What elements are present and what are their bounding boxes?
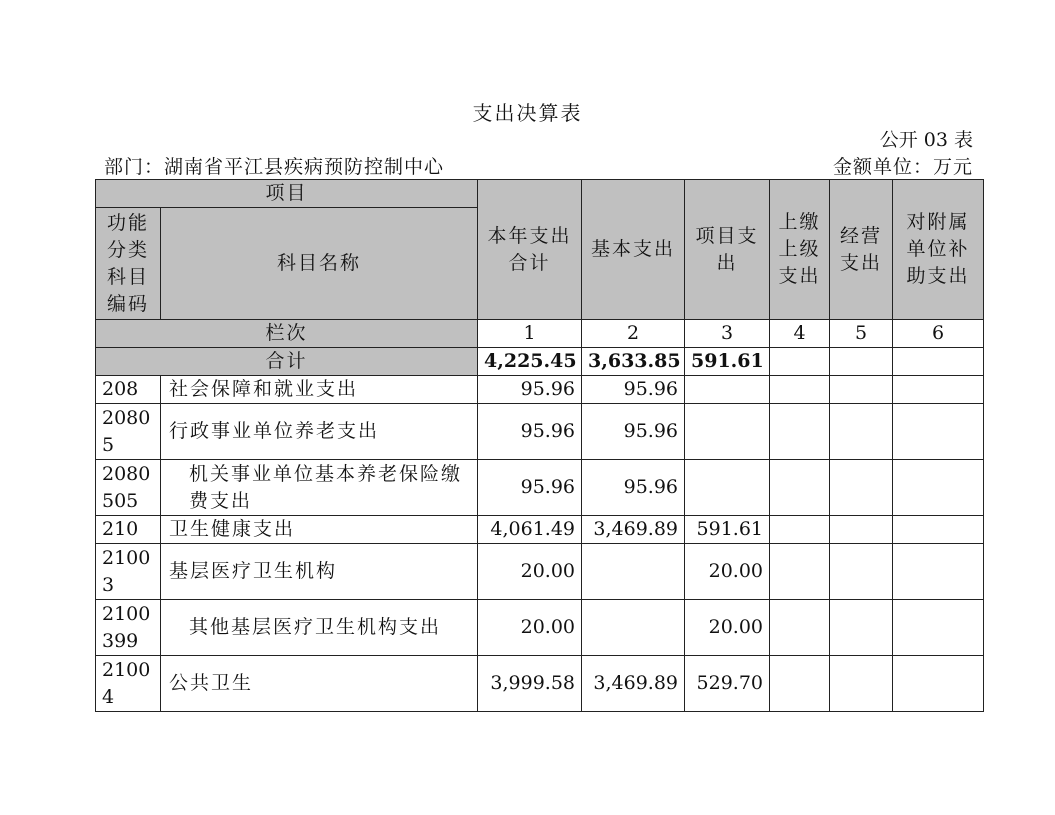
- amount-project: [685, 404, 770, 460]
- amount-business: [830, 376, 893, 404]
- amount-basic: [582, 600, 685, 656]
- col-number: 4: [770, 320, 830, 348]
- header-superior-line: 支出: [778, 265, 821, 287]
- func-code-line: 3: [102, 573, 115, 596]
- table-row: [96, 656, 984, 712]
- amount-total: 20.00: [478, 600, 582, 656]
- amount-subsidiary: [893, 460, 984, 516]
- func-code-line: 2080: [102, 462, 151, 485]
- table-row: [96, 544, 984, 600]
- func-code-cell: [96, 460, 161, 516]
- header-project-line: 项目支: [695, 224, 759, 247]
- total-superior: [770, 348, 830, 376]
- total-basic: 3,633.85: [582, 348, 685, 376]
- amount-basic: 3,469.89: [582, 656, 685, 712]
- func-code-cell: [96, 404, 161, 460]
- amount-superior: [770, 656, 830, 712]
- amount-superior: [770, 404, 830, 460]
- total-label: 合计: [96, 348, 478, 376]
- subject-name-cell: 公共卫生: [161, 656, 478, 712]
- subject-name-cell: 其他基层医疗卫生机构支出: [161, 600, 478, 656]
- amount-project: [685, 460, 770, 516]
- func-code-line: 2100: [102, 546, 151, 569]
- amount-basic: 95.96: [582, 404, 685, 460]
- func-code-line: 5: [102, 433, 115, 456]
- total-subsidiary: [893, 348, 984, 376]
- amount-subsidiary: [893, 376, 984, 404]
- total-amount: 4,225.45: [478, 348, 582, 376]
- header-subsidiary-line: 单位补: [906, 238, 970, 260]
- table-row: [96, 404, 984, 460]
- header-basic: 基本支出: [582, 180, 685, 320]
- func-code-cell: [96, 656, 161, 712]
- subject-name-cell: 基层医疗卫生机构: [161, 544, 478, 600]
- func-code-line: 2100: [102, 658, 151, 681]
- col-number: 5: [830, 320, 893, 348]
- expenditure-table: [95, 179, 984, 712]
- amount-basic: [582, 544, 685, 600]
- amount-total: 95.96: [478, 460, 582, 516]
- amount-total: 95.96: [478, 376, 582, 404]
- amount-project: 591.61: [685, 516, 770, 544]
- func-code-line: 2080: [102, 406, 151, 429]
- amount-project: [685, 376, 770, 404]
- subject-name-cell: 卫生健康支出: [161, 516, 478, 544]
- amount-project: 529.70: [685, 656, 770, 712]
- amount-superior: [770, 460, 830, 516]
- col-number: 6: [893, 320, 984, 348]
- header-subsidiary-line: 助支出: [906, 265, 970, 287]
- table-row: [96, 600, 984, 656]
- amount-superior: [770, 376, 830, 404]
- total-business: [830, 348, 893, 376]
- header-business-line: 经营: [840, 224, 883, 247]
- amount-business: [830, 600, 893, 656]
- table-row: [96, 516, 984, 544]
- amount-superior: [770, 544, 830, 600]
- func-code-cell: [96, 376, 161, 404]
- amount-business: [830, 460, 893, 516]
- total-row: [96, 348, 984, 376]
- header-func-code: [96, 208, 161, 320]
- header-superior-line: 上级: [778, 238, 821, 260]
- header-func-code-line: 功能: [106, 211, 149, 234]
- form-number: 公开 03 表: [879, 129, 973, 151]
- header-col-label: 栏次: [96, 320, 478, 348]
- header-business-line: 支出: [840, 251, 883, 274]
- subject-name-cell: 社会保障和就业支出: [161, 376, 478, 404]
- func-code-line: 505: [102, 489, 139, 512]
- amount-business: [830, 544, 893, 600]
- col-number: 2: [582, 320, 685, 348]
- func-code-cell: [96, 516, 161, 544]
- amount-business: [830, 404, 893, 460]
- amount-subsidiary: [893, 516, 984, 544]
- amount-business: [830, 656, 893, 712]
- header-item: 项目: [96, 180, 478, 208]
- subject-name-cell: 机关事业单位基本养老保险缴费支出: [161, 460, 478, 516]
- total-project: 591.61: [685, 348, 770, 376]
- amount-unit-label: 金额单位：万元: [832, 156, 973, 178]
- amount-project: 20.00: [685, 544, 770, 600]
- amount-basic: 3,469.89: [582, 516, 685, 544]
- amount-basic: 95.96: [582, 460, 685, 516]
- func-code-line: 208: [102, 378, 139, 400]
- header-subsidiary: [893, 180, 984, 320]
- amount-subsidiary: [893, 600, 984, 656]
- func-code-line: 2100: [102, 602, 151, 625]
- func-code-line: 399: [102, 629, 139, 652]
- table-row: [96, 460, 984, 516]
- amount-total: 3,999.58: [478, 656, 582, 712]
- header-business: [830, 180, 893, 320]
- department-label: 部门：湖南省平江县疾病预防控制中心: [104, 156, 445, 178]
- amount-superior: [770, 600, 830, 656]
- header-func-code-line: 科目: [106, 265, 149, 288]
- amount-superior: [770, 516, 830, 544]
- table-row: [96, 376, 984, 404]
- func-code-line: 4: [102, 685, 115, 708]
- header-func-code-line: 分类: [106, 238, 149, 261]
- amount-project: 20.00: [685, 600, 770, 656]
- header-subsidiary-line: 对附属: [906, 211, 970, 233]
- col-number: 1: [478, 320, 582, 348]
- header-func-code-line: 编码: [106, 292, 149, 315]
- col-number: 3: [685, 320, 770, 348]
- amount-subsidiary: [893, 404, 984, 460]
- amount-basic: 95.96: [582, 376, 685, 404]
- amount-business: [830, 516, 893, 544]
- header-total-line: 本年支出: [487, 224, 572, 247]
- func-code-cell: [96, 600, 161, 656]
- amount-total: 95.96: [478, 404, 582, 460]
- func-code-cell: [96, 544, 161, 600]
- header-superior: [770, 180, 830, 320]
- header-project-line: 出: [716, 251, 738, 274]
- report-title: 支出决算表: [472, 101, 583, 125]
- header-total: [478, 180, 582, 320]
- amount-subsidiary: [893, 544, 984, 600]
- header-total-line: 合计: [508, 251, 551, 274]
- amount-total: 20.00: [478, 544, 582, 600]
- amount-total: 4,061.49: [478, 516, 582, 544]
- header-superior-line: 上缴: [778, 211, 821, 233]
- amount-subsidiary: [893, 656, 984, 712]
- header-subject-name: 科目名称: [161, 208, 478, 320]
- func-code-line: 210: [102, 518, 139, 540]
- header-project: [685, 180, 770, 320]
- subject-name-cell: 行政事业单位养老支出: [161, 404, 478, 460]
